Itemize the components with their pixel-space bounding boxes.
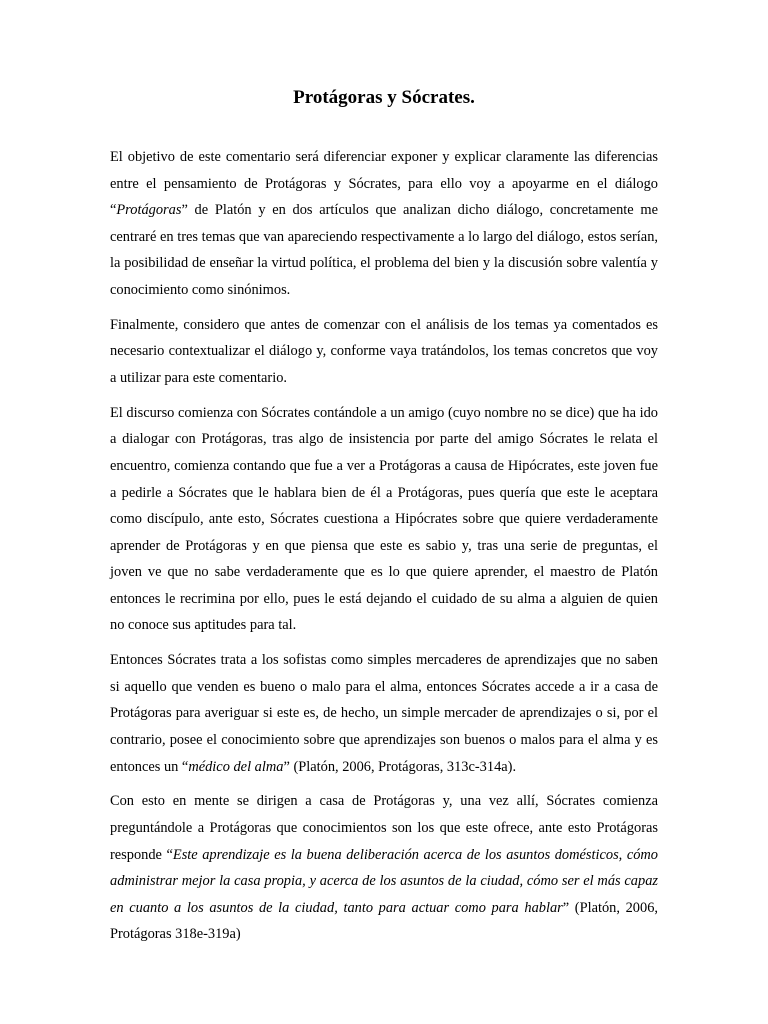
italic-text: médico del alma [188,758,284,775]
text-run: ” (Platón, 2006, Protágoras, 313c-314a). [283,758,517,775]
text-run: El discurso comienza con Sócrates contándole a un amigo (cuyo nombre no se dice) que ha ido a dialogar con Protágoras, tras algo de insistencia por parte del amigo Sócrates le relata el encuentro, comienza contando que fue a ver a Protágoras a causa de Hipócrates, este joven fue a pedirle a Sócrates que le hablara bien de él a Protágoras, pues quería que este le aceptara como discípulo, ante esto, Sócrates cuestiona a Hipócrates sobre que quiere verdaderamente aprender de Protágoras y en que piensa que este es sabio y, tras una serie de preguntas, el joven ve que no sabe verdaderamente que es lo que quiere aprender, el maestro de Platón entonces le recrimina por ello, pues le está dejando el cuidado de su alma a alguien de quien no conoce sus aptitudes para tal. [110,404,658,634]
paragraph [110,144,658,304]
italic-text: Este aprendizaje es la buena deliberación acerca de los asuntos domésticos, cómo administrar mejor la casa propia, y acerca de los asuntos de la ciudad, cómo ser el más capaz en cuanto a los asuntos de la ciudad, tanto para actuar como para hablar [110,846,659,916]
document-title: Protágoras y Sócrates. [293,87,475,108]
text-run: El objetivo de este comentario será diferenciar exponer y explicar claramente las diferencias entre el pensamiento de Protágoras y Sócrates, para ello voy a apoyarme en el diálogo “ [110,149,658,219]
paragraph [110,312,658,392]
document-body [110,144,658,956]
paragraph [110,788,658,948]
text-run: ” de Platón y en dos artículos que analizan dicho diálogo, concretamente me centraré en tres temas que van apareciendo respectivamente a lo largo del diálogo, estos serían, la posibilidad de enseñar la virtud política, el problema del bien y la discusión sobre valentía y conocimiento como sinónimos. [110,202,658,298]
paragraph [110,647,658,780]
paragraph [110,400,658,639]
text-run: Entonces Sócrates trata a los sofistas como simples mercaderes de aprendizajes que no saben si aquello que venden es bueno o malo para el alma, entonces Sócrates accede a ir a casa de Protágoras para averiguar si este es, de hecho, un simple mercader de aprendizajes o si, por el contrario, posee el conocimiento sobre que aprendizajes son buenos o malos para el alma y es entonces un “ [110,652,658,775]
text-run: ” (Platón, 2006, Protágoras 318e-319a) [110,899,658,943]
text-run: Finalmente, considero que antes de comenzar con el análisis de los temas ya comentados es necesario contextualizar el diálogo y, conforme vaya tratándolos, los temas concretos que voy a utilizar para este comentario. [110,316,658,386]
text-run: Con esto en mente se dirigen a casa de Protágoras y, una vez allí, Sócrates comienza preguntándole a Protágoras que conocimientos son los que este ofrece, ante esto Protágoras responde “ [110,793,658,863]
italic-text: Protágoras [116,202,182,219]
